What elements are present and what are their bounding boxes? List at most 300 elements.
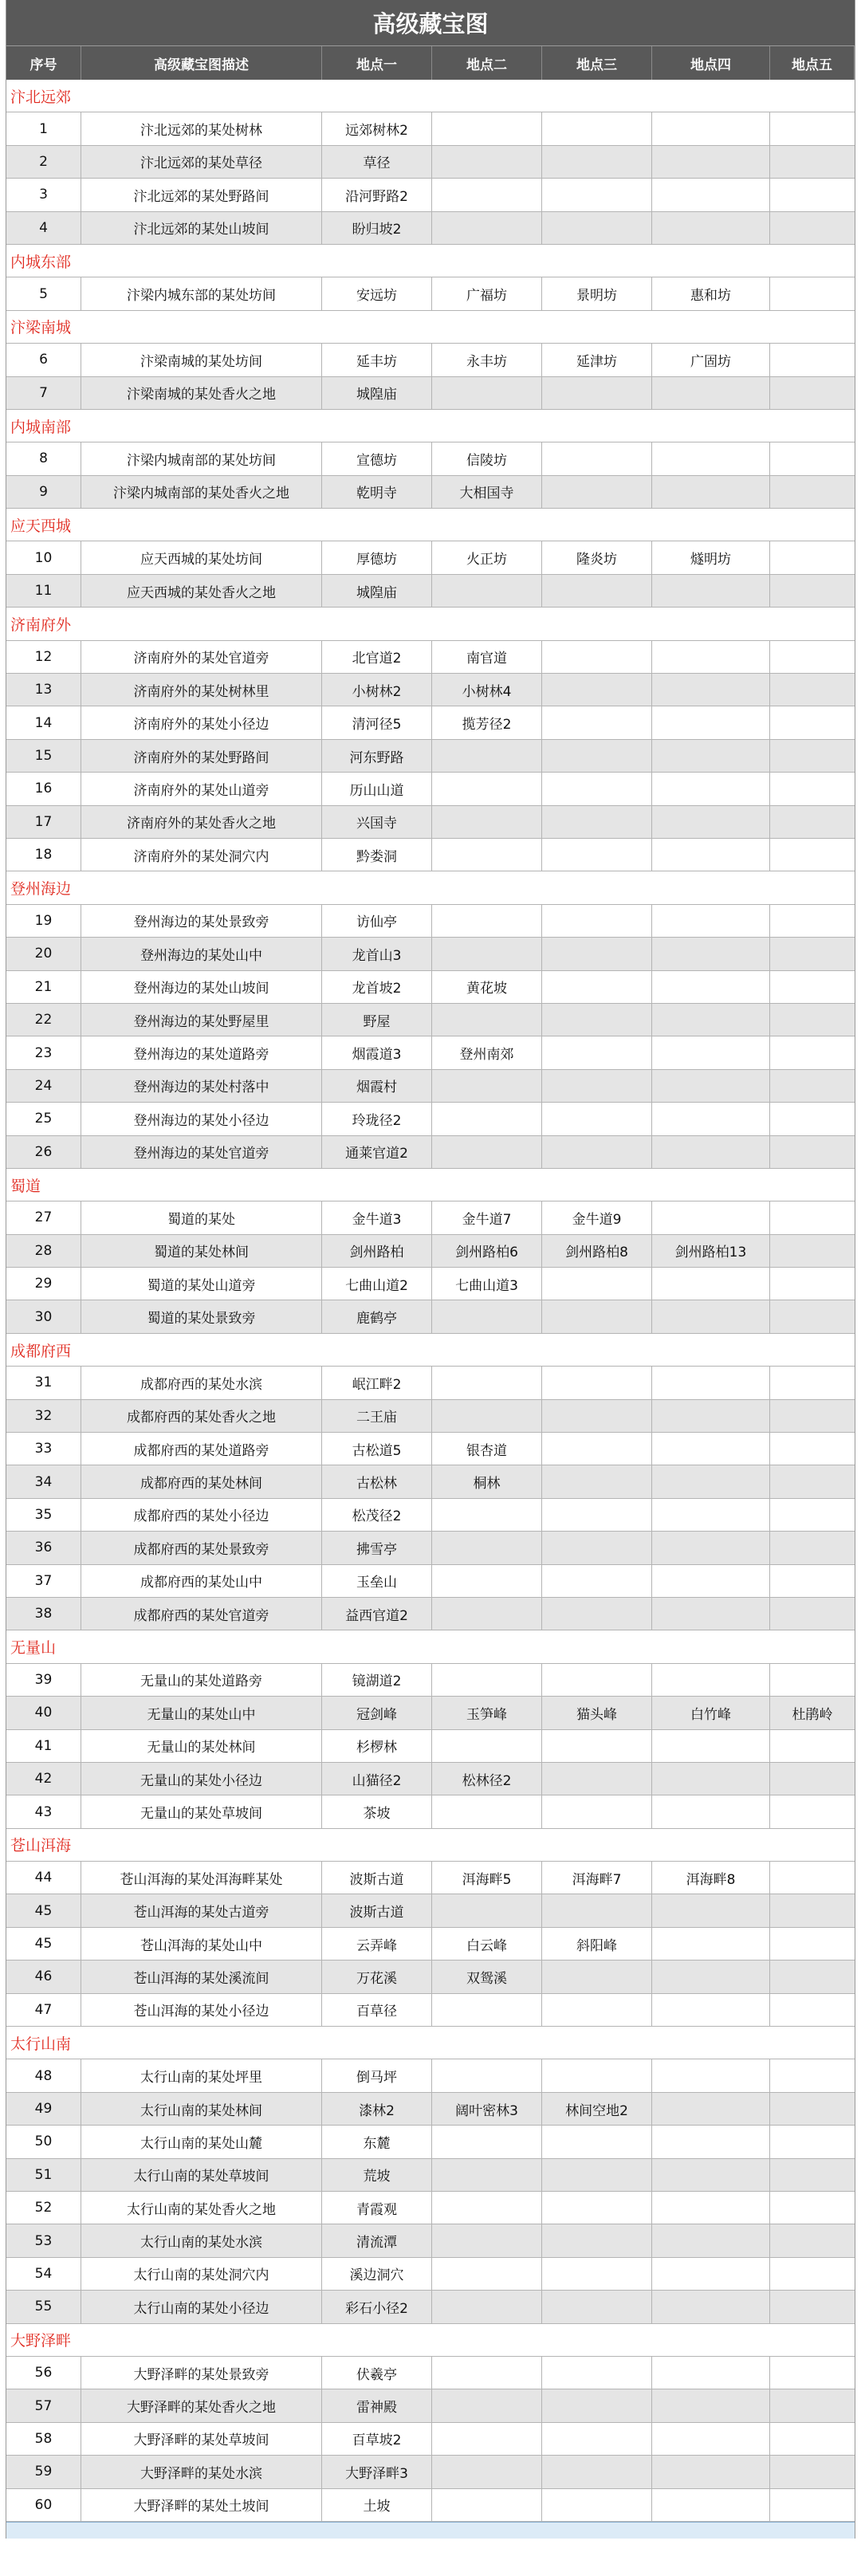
cell-description: 登州海边的某处野屋里 bbox=[81, 1004, 322, 1036]
cell-location-3 bbox=[542, 1070, 652, 1102]
table-row bbox=[6, 1201, 855, 1234]
table-row bbox=[6, 146, 855, 179]
cell-index: 4 bbox=[6, 212, 81, 244]
cell-location-4 bbox=[652, 1300, 770, 1332]
cell-location-3 bbox=[542, 2258, 652, 2290]
cell-location-5 bbox=[770, 1400, 855, 1432]
cell-location-1: 波斯古道 bbox=[322, 1862, 432, 1894]
cell-location-2 bbox=[432, 2423, 542, 2455]
cell-index: 54 bbox=[6, 2258, 81, 2290]
cell-location-4 bbox=[652, 706, 770, 738]
cell-index: 27 bbox=[6, 1201, 81, 1233]
cell-index: 12 bbox=[6, 641, 81, 673]
cell-location-2: 登州南郊 bbox=[432, 1036, 542, 1068]
cell-location-3: 隆炎坊 bbox=[542, 541, 652, 573]
cell-location-3 bbox=[542, 806, 652, 838]
cell-location-5 bbox=[770, 773, 855, 804]
cell-index: 3 bbox=[6, 179, 81, 210]
table-row bbox=[6, 1664, 855, 1697]
cell-description: 济南府外的某处野路间 bbox=[81, 740, 322, 772]
cell-location-4 bbox=[652, 442, 770, 474]
header-index: 序号 bbox=[6, 46, 81, 80]
cell-location-3: 洱海畔7 bbox=[542, 1862, 652, 1894]
cell-location-4 bbox=[652, 905, 770, 937]
cell-location-5 bbox=[770, 476, 855, 508]
table-row bbox=[6, 344, 855, 376]
cell-location-3 bbox=[542, 1664, 652, 1696]
cell-location-3 bbox=[542, 1730, 652, 1762]
region-section-row: 汴梁南城 bbox=[6, 311, 855, 344]
cell-index: 55 bbox=[6, 2291, 81, 2322]
cell-location-1: 草径 bbox=[322, 146, 432, 178]
cell-location-4 bbox=[652, 1532, 770, 1563]
cell-index: 37 bbox=[6, 1565, 81, 1597]
region-section-row: 内城南部 bbox=[6, 410, 855, 442]
cell-description: 大野泽畔的某处土坡间 bbox=[81, 2489, 322, 2521]
cell-index: 43 bbox=[6, 1795, 81, 1827]
cell-location-1: 小树林2 bbox=[322, 674, 432, 706]
cell-location-4 bbox=[652, 476, 770, 508]
cell-location-4: 洱海畔8 bbox=[652, 1862, 770, 1894]
table-row bbox=[6, 1862, 855, 1894]
cell-location-1: 烟霞道3 bbox=[322, 1036, 432, 1068]
cell-location-4 bbox=[652, 1070, 770, 1102]
cell-description: 苍山洱海的某处山中 bbox=[81, 1928, 322, 1960]
cell-location-2: 阔叶密林3 bbox=[432, 2093, 542, 2125]
cell-location-5 bbox=[770, 971, 855, 1003]
cell-location-4 bbox=[652, 2423, 770, 2455]
cell-location-2 bbox=[432, 212, 542, 244]
cell-location-1: 雷神殿 bbox=[322, 2389, 432, 2421]
table-row bbox=[6, 442, 855, 475]
table-row bbox=[6, 575, 855, 608]
cell-location-5 bbox=[770, 575, 855, 607]
cell-location-1: 黔娄洞 bbox=[322, 839, 432, 871]
cell-location-2 bbox=[432, 1894, 542, 1926]
cell-location-3 bbox=[542, 1136, 652, 1168]
table-row bbox=[6, 674, 855, 706]
cell-index: 13 bbox=[6, 674, 81, 706]
cell-description: 汴梁内城东部的某处坊间 bbox=[81, 277, 322, 309]
cell-location-3 bbox=[542, 1268, 652, 1300]
cell-location-1: 野屋 bbox=[322, 1004, 432, 1036]
cell-description: 苍山洱海的某处溪流间 bbox=[81, 1961, 322, 1992]
cell-location-3 bbox=[542, 1532, 652, 1563]
cell-location-4 bbox=[652, 1664, 770, 1696]
cell-location-5 bbox=[770, 1894, 855, 1926]
cell-location-1: 万花溪 bbox=[322, 1961, 432, 1992]
table-footer bbox=[6, 2522, 855, 2539]
cell-location-2 bbox=[432, 2126, 542, 2157]
cell-description: 应天西城的某处坊间 bbox=[81, 541, 322, 573]
cell-location-1: 益西官道2 bbox=[322, 1598, 432, 1630]
cell-location-1: 远郊树林2 bbox=[322, 112, 432, 144]
cell-location-5 bbox=[770, 1036, 855, 1068]
cell-location-2 bbox=[432, 1499, 542, 1531]
cell-location-3 bbox=[542, 1763, 652, 1795]
cell-location-4 bbox=[652, 1499, 770, 1531]
cell-location-1: 波斯古道 bbox=[322, 1894, 432, 1926]
cell-description: 登州海边的某处官道旁 bbox=[81, 1136, 322, 1168]
header-location-5: 地点五 bbox=[770, 46, 855, 80]
table-row bbox=[6, 2389, 855, 2422]
cell-location-3: 猫头峰 bbox=[542, 1697, 652, 1728]
cell-description: 登州海边的某处景致旁 bbox=[81, 905, 322, 937]
table-row bbox=[6, 179, 855, 211]
cell-description: 蜀道的某处林间 bbox=[81, 1235, 322, 1267]
cell-location-2 bbox=[432, 575, 542, 607]
cell-location-4 bbox=[652, 773, 770, 804]
cell-location-1: 漆林2 bbox=[322, 2093, 432, 2125]
cell-location-1: 宣德坊 bbox=[322, 442, 432, 474]
cell-location-5 bbox=[770, 1300, 855, 1332]
table-row bbox=[6, 1961, 855, 1993]
cell-location-5 bbox=[770, 1235, 855, 1267]
cell-location-2: 玉笋峰 bbox=[432, 1697, 542, 1728]
cell-location-5 bbox=[770, 1532, 855, 1563]
cell-location-3 bbox=[542, 1565, 652, 1597]
cell-location-1: 百草径 bbox=[322, 1994, 432, 2026]
cell-location-2: 大相国寺 bbox=[432, 476, 542, 508]
cell-index: 48 bbox=[6, 2059, 81, 2091]
cell-location-4 bbox=[652, 1136, 770, 1168]
cell-description: 成都府西的某处水滨 bbox=[81, 1367, 322, 1398]
table-row bbox=[6, 1433, 855, 1465]
cell-location-2 bbox=[432, 2159, 542, 2191]
region-section-row: 应天西城 bbox=[6, 509, 855, 541]
cell-description: 蜀道的某处景致旁 bbox=[81, 1300, 322, 1332]
cell-location-1: 龙首山3 bbox=[322, 938, 432, 969]
cell-location-4 bbox=[652, 740, 770, 772]
cell-location-5 bbox=[770, 1465, 855, 1497]
cell-location-1: 玉垒山 bbox=[322, 1565, 432, 1597]
cell-location-5 bbox=[770, 2456, 855, 2488]
cell-description: 汴梁内城南部的某处坊间 bbox=[81, 442, 322, 474]
table-row bbox=[6, 1763, 855, 1795]
cell-location-2 bbox=[432, 1565, 542, 1597]
cell-location-2 bbox=[432, 905, 542, 937]
table-row bbox=[6, 2059, 855, 2092]
cell-location-2: 信陵坊 bbox=[432, 442, 542, 474]
cell-location-3 bbox=[542, 1004, 652, 1036]
cell-location-4 bbox=[652, 971, 770, 1003]
table-row bbox=[6, 112, 855, 145]
cell-location-3 bbox=[542, 2224, 652, 2256]
cell-index: 28 bbox=[6, 1235, 81, 1267]
cell-location-3: 延津坊 bbox=[542, 344, 652, 376]
table-row bbox=[6, 1268, 855, 1300]
table-row bbox=[6, 740, 855, 773]
cell-location-2: 七曲山道3 bbox=[432, 1268, 542, 1300]
cell-location-2: 松林径2 bbox=[432, 1763, 542, 1795]
header-location-2: 地点二 bbox=[432, 46, 542, 80]
table-row bbox=[6, 1400, 855, 1433]
cell-description: 太行山南的某处草坡间 bbox=[81, 2159, 322, 2191]
cell-location-5 bbox=[770, 1136, 855, 1168]
cell-location-1: 北官道2 bbox=[322, 641, 432, 673]
cell-location-3 bbox=[542, 1300, 652, 1332]
cell-location-1: 溪边洞穴 bbox=[322, 2258, 432, 2290]
table-row bbox=[6, 1994, 855, 2027]
cell-location-5 bbox=[770, 1763, 855, 1795]
cell-location-2: 剑州路柏6 bbox=[432, 1235, 542, 1267]
cell-location-3 bbox=[542, 476, 652, 508]
cell-location-1: 古松道5 bbox=[322, 1433, 432, 1465]
cell-description: 成都府西的某处官道旁 bbox=[81, 1598, 322, 1630]
cell-location-2 bbox=[432, 1532, 542, 1563]
cell-location-4 bbox=[652, 1763, 770, 1795]
cell-location-4 bbox=[652, 1730, 770, 1762]
cell-location-2 bbox=[432, 1994, 542, 2026]
table-row bbox=[6, 1730, 855, 1763]
cell-index: 9 bbox=[6, 476, 81, 508]
cell-description: 济南府外的某处山道旁 bbox=[81, 773, 322, 804]
cell-location-1: 通莱官道2 bbox=[322, 1136, 432, 1168]
cell-description: 成都府西的某处林间 bbox=[81, 1465, 322, 1497]
cell-location-3: 林间空地2 bbox=[542, 2093, 652, 2125]
cell-location-4 bbox=[652, 377, 770, 409]
table-row bbox=[6, 1235, 855, 1268]
cell-location-2 bbox=[432, 1136, 542, 1168]
cell-location-4 bbox=[652, 575, 770, 607]
cell-location-4 bbox=[652, 146, 770, 178]
table-row bbox=[6, 2192, 855, 2224]
cell-index: 51 bbox=[6, 2159, 81, 2191]
cell-location-4: 剑州路柏13 bbox=[652, 1235, 770, 1267]
cell-location-4 bbox=[652, 2489, 770, 2521]
table-row bbox=[6, 1499, 855, 1532]
cell-location-2 bbox=[432, 2357, 542, 2389]
region-section-row: 成都府西 bbox=[6, 1334, 855, 1367]
cell-location-2 bbox=[432, 2291, 542, 2322]
cell-location-3 bbox=[542, 1894, 652, 1926]
cell-description: 大野泽畔的某处香火之地 bbox=[81, 2389, 322, 2421]
cell-description: 太行山南的某处山麓 bbox=[81, 2126, 322, 2157]
cell-location-1: 金牛道3 bbox=[322, 1201, 432, 1233]
cell-location-5 bbox=[770, 839, 855, 871]
cell-location-4 bbox=[652, 1465, 770, 1497]
cell-description: 太行山南的某处洞穴内 bbox=[81, 2258, 322, 2290]
cell-location-4 bbox=[652, 674, 770, 706]
cell-location-4 bbox=[652, 2456, 770, 2488]
cell-location-1: 古松林 bbox=[322, 1465, 432, 1497]
cell-location-1: 安远坊 bbox=[322, 277, 432, 309]
cell-location-1: 彩石小径2 bbox=[322, 2291, 432, 2322]
cell-location-5 bbox=[770, 1565, 855, 1597]
cell-index: 53 bbox=[6, 2224, 81, 2256]
table-row bbox=[6, 971, 855, 1004]
cell-location-3 bbox=[542, 2456, 652, 2488]
cell-description: 无量山的某处小径边 bbox=[81, 1763, 322, 1795]
cell-description: 登州海边的某处山坡间 bbox=[81, 971, 322, 1003]
cell-index: 34 bbox=[6, 1465, 81, 1497]
cell-description: 大野泽畔的某处水滨 bbox=[81, 2456, 322, 2488]
cell-location-3: 剑州路柏8 bbox=[542, 1235, 652, 1267]
cell-description: 蜀道的某处 bbox=[81, 1201, 322, 1233]
table-row bbox=[6, 905, 855, 938]
cell-location-2 bbox=[432, 2192, 542, 2224]
cell-location-4 bbox=[652, 1400, 770, 1432]
cell-description: 成都府西的某处小径边 bbox=[81, 1499, 322, 1531]
cell-location-3 bbox=[542, 212, 652, 244]
cell-location-4 bbox=[652, 2291, 770, 2322]
header-location-3: 地点三 bbox=[542, 46, 652, 80]
cell-location-1: 镜湖道2 bbox=[322, 1664, 432, 1696]
region-section-row: 大野泽畔 bbox=[6, 2324, 855, 2357]
cell-location-2 bbox=[432, 1400, 542, 1432]
cell-description: 济南府外的某处官道旁 bbox=[81, 641, 322, 673]
table-row bbox=[6, 2456, 855, 2488]
cell-location-3 bbox=[542, 2357, 652, 2389]
cell-description: 大野泽畔的某处景致旁 bbox=[81, 2357, 322, 2389]
cell-description: 无量山的某处林间 bbox=[81, 1730, 322, 1762]
cell-location-1: 烟霞村 bbox=[322, 1070, 432, 1102]
cell-location-5 bbox=[770, 2126, 855, 2157]
table-row bbox=[6, 806, 855, 839]
cell-location-3 bbox=[542, 1961, 652, 1992]
cell-location-4 bbox=[652, 1565, 770, 1597]
cell-location-4 bbox=[652, 2389, 770, 2421]
cell-index: 52 bbox=[6, 2192, 81, 2224]
cell-location-2: 洱海畔5 bbox=[432, 1862, 542, 1894]
cell-location-3 bbox=[542, 1400, 652, 1432]
table-row bbox=[6, 1300, 855, 1333]
cell-location-3 bbox=[542, 112, 652, 144]
cell-location-5 bbox=[770, 905, 855, 937]
cell-location-2: 银杏道 bbox=[432, 1433, 542, 1465]
cell-location-2 bbox=[432, 2389, 542, 2421]
table-row bbox=[6, 2159, 855, 2192]
cell-description: 汴梁南城的某处坊间 bbox=[81, 344, 322, 376]
cell-location-5 bbox=[770, 938, 855, 969]
cell-location-4: 白竹峰 bbox=[652, 1697, 770, 1728]
cell-location-5 bbox=[770, 1598, 855, 1630]
cell-index: 50 bbox=[6, 2126, 81, 2157]
cell-location-4 bbox=[652, 2192, 770, 2224]
cell-location-5 bbox=[770, 1928, 855, 1960]
cell-index: 17 bbox=[6, 806, 81, 838]
cell-location-1: 河东野路 bbox=[322, 740, 432, 772]
cell-location-1: 清河径5 bbox=[322, 706, 432, 738]
region-section-row: 济南府外 bbox=[6, 608, 855, 640]
cell-location-5 bbox=[770, 1994, 855, 2026]
cell-location-5 bbox=[770, 1730, 855, 1762]
cell-location-1: 山猫径2 bbox=[322, 1763, 432, 1795]
cell-index: 46 bbox=[6, 1961, 81, 1992]
cell-location-3 bbox=[542, 1036, 652, 1068]
cell-location-1: 城隍庙 bbox=[322, 377, 432, 409]
cell-location-2 bbox=[432, 146, 542, 178]
cell-index: 44 bbox=[6, 1862, 81, 1894]
cell-location-4 bbox=[652, 1004, 770, 1036]
region-section-row: 内城东部 bbox=[6, 245, 855, 277]
cell-location-5 bbox=[770, 2159, 855, 2191]
cell-description: 无量山的某处草坡间 bbox=[81, 1795, 322, 1827]
cell-description: 济南府外的某处香火之地 bbox=[81, 806, 322, 838]
cell-location-3 bbox=[542, 575, 652, 607]
cell-index: 39 bbox=[6, 1664, 81, 1696]
cell-location-3 bbox=[542, 179, 652, 210]
table-row bbox=[6, 641, 855, 674]
cell-location-3 bbox=[542, 773, 652, 804]
cell-location-3 bbox=[542, 2489, 652, 2521]
cell-location-4 bbox=[652, 1367, 770, 1398]
cell-location-5 bbox=[770, 1664, 855, 1696]
cell-location-4 bbox=[652, 2059, 770, 2091]
cell-location-4 bbox=[652, 1036, 770, 1068]
cell-location-3 bbox=[542, 971, 652, 1003]
cell-location-5 bbox=[770, 2224, 855, 2256]
cell-index: 31 bbox=[6, 1367, 81, 1398]
cell-index: 18 bbox=[6, 839, 81, 871]
cell-index: 26 bbox=[6, 1136, 81, 1168]
cell-location-2 bbox=[432, 377, 542, 409]
cell-location-2 bbox=[432, 1598, 542, 1630]
cell-index: 60 bbox=[6, 2489, 81, 2521]
cell-description: 济南府外的某处树林里 bbox=[81, 674, 322, 706]
cell-location-1: 荒坡 bbox=[322, 2159, 432, 2191]
cell-description: 苍山洱海的某处古道旁 bbox=[81, 1894, 322, 1926]
cell-index: 20 bbox=[6, 938, 81, 969]
cell-index: 10 bbox=[6, 541, 81, 573]
table-title: 高级藏宝图 bbox=[6, 0, 855, 46]
cell-location-5 bbox=[770, 1367, 855, 1398]
cell-location-3 bbox=[542, 2059, 652, 2091]
cell-location-5 bbox=[770, 377, 855, 409]
cell-location-2: 双鸳溪 bbox=[432, 1961, 542, 1992]
cell-index: 36 bbox=[6, 1532, 81, 1563]
cell-location-1: 百草坡2 bbox=[322, 2423, 432, 2455]
table-row bbox=[6, 2357, 855, 2389]
cell-index: 30 bbox=[6, 1300, 81, 1332]
cell-index: 49 bbox=[6, 2093, 81, 2125]
table-row bbox=[6, 1795, 855, 1828]
table-row bbox=[6, 1367, 855, 1399]
cell-index: 11 bbox=[6, 575, 81, 607]
cell-location-5 bbox=[770, 1795, 855, 1827]
cell-location-5 bbox=[770, 146, 855, 178]
cell-index: 8 bbox=[6, 442, 81, 474]
cell-index: 6 bbox=[6, 344, 81, 376]
cell-location-2 bbox=[432, 938, 542, 969]
region-section-row: 汴北远郊 bbox=[6, 80, 855, 112]
cell-index: 16 bbox=[6, 773, 81, 804]
cell-location-5 bbox=[770, 1004, 855, 1036]
cell-location-2: 桐林 bbox=[432, 1465, 542, 1497]
cell-location-5 bbox=[770, 1433, 855, 1465]
cell-location-5 bbox=[770, 1103, 855, 1135]
cell-location-5 bbox=[770, 2192, 855, 2224]
cell-location-5: 杜鹃岭 bbox=[792, 1706, 833, 1723]
table-row bbox=[6, 1565, 855, 1598]
cell-index: 5 bbox=[6, 277, 81, 309]
cell-location-4 bbox=[652, 2093, 770, 2125]
table-row bbox=[6, 1894, 855, 1927]
cell-location-3 bbox=[542, 1433, 652, 1465]
treasure-map-table bbox=[6, 0, 855, 2539]
cell-index: 45 bbox=[6, 1894, 81, 1926]
cell-location-4 bbox=[652, 2159, 770, 2191]
table-row bbox=[6, 212, 855, 245]
cell-description: 苍山洱海的某处小径边 bbox=[81, 1994, 322, 2026]
cell-description: 太行山南的某处林间 bbox=[81, 2093, 322, 2125]
cell-location-5 bbox=[770, 641, 855, 673]
cell-location-5 bbox=[770, 1201, 855, 1233]
cell-location-3 bbox=[542, 938, 652, 969]
cell-location-2: 金牛道7 bbox=[432, 1201, 542, 1233]
cell-location-4 bbox=[652, 1598, 770, 1630]
cell-location-4 bbox=[652, 641, 770, 673]
